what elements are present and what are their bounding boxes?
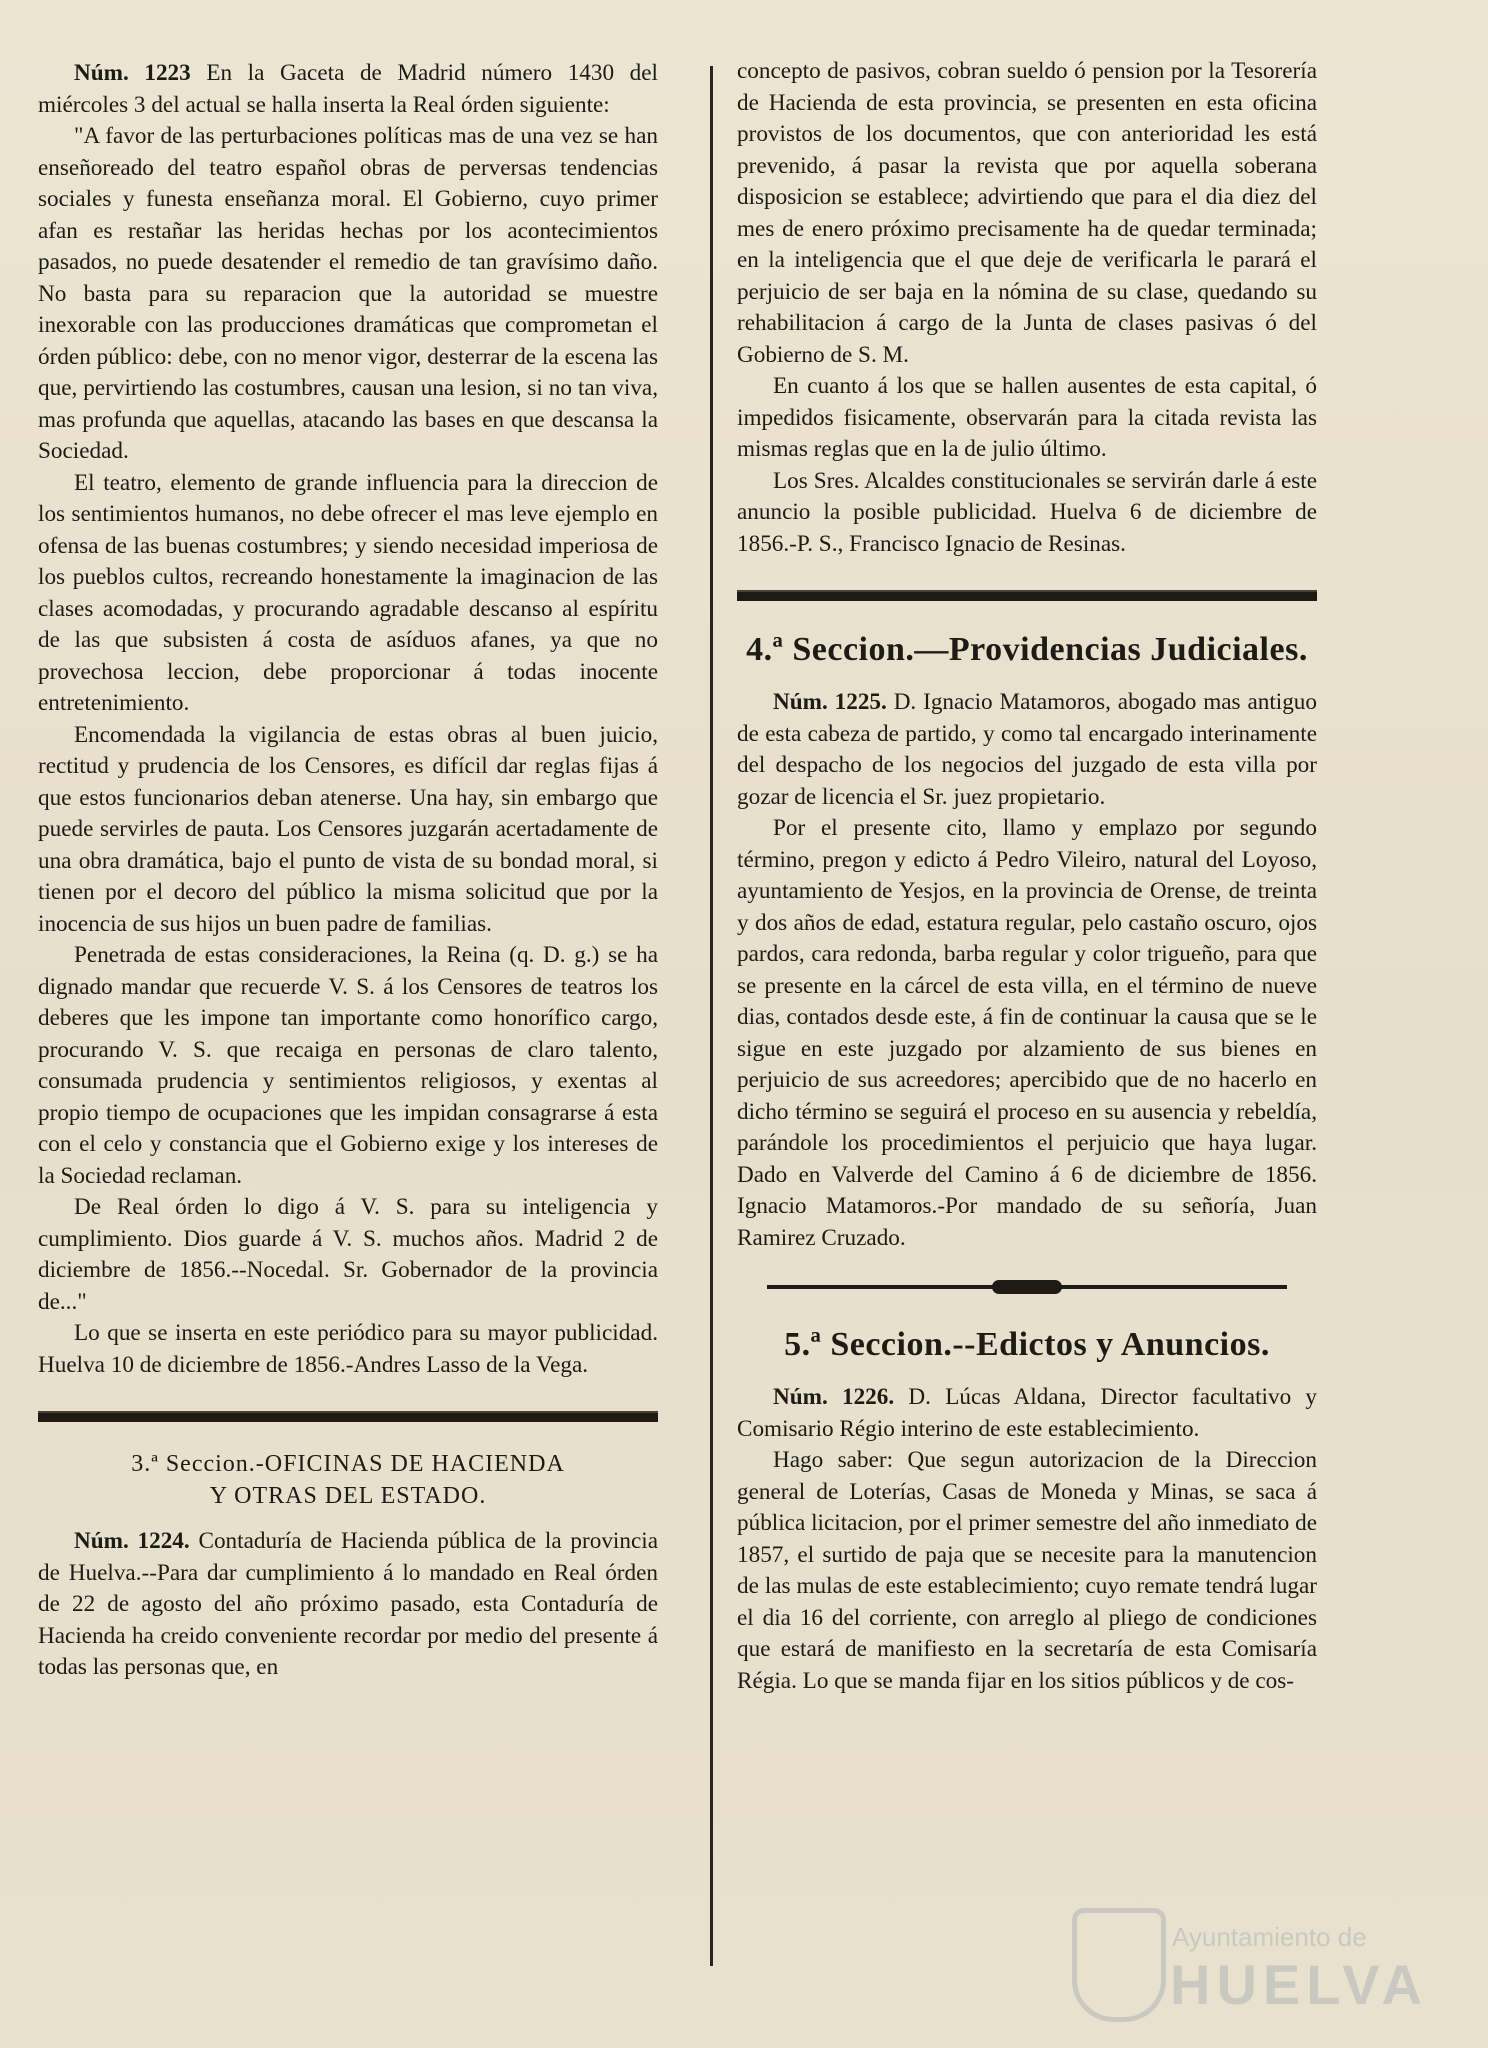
- notice-1226-paragraph: Hago saber: Que segun autorizacion de la Direccion general de Loterías, Casas de Moneda y Minas, se saca á pública licitacion, por el primer semestre del año inmediato de 1857, el surtido de paja que se necesite para la manutencion de las mulas de este establecimiento; cuyo remate tendrá lugar el dia 16 del corriente, con arreglo al pliego de condiciones que estará de manifiesto en la secretaría de esta Comisaría Régia. Lo que se manda fijar en los sitios públicos y de cos-: [737, 1447, 1317, 1694]
- notice-1225-intro: [737, 687, 1317, 813]
- notice-1225-paragraph: Por el presente cito, llamo y emplazo por segundo término, pregon y edicto á Pedro Vileiro, natural del Loyoso, ayuntamiento de Yesjos, en la provincia de Orense, de treinta y dos años de edad, estatura regular, pelo castaño oscuro, ojos pardos, cara redonda, barba regular y color trigueño, para que se presente en la cárcel de esta villa, en el término de nueve dias, contados desde este, á fin de continuar la causa que se le sigue en este juzgado por alzamiento de sus bienes en perjuicio de sus acreedores; apercibido que de no hacerlo en dicho término se seguirá el proceso en su ausencia y rebeldía, parándole los procedimientos el perjuicio que haya lugar. Dado en Valverde del Camino á 6 de diciembre de 1856. Ignacio Matamoros.-Por mandado de su señoría, Juan Ramirez Cruzado.: [737, 815, 1317, 1251]
- section-divider: [38, 1411, 658, 1422]
- watermark-text-city: HUELVA: [1170, 1953, 1428, 2016]
- notice-number: Núm. 1225.: [773, 689, 887, 715]
- watermark-logo: [1072, 1908, 1428, 2018]
- notice-1225-intro-text: D. Ignacio Matamoros, abogado mas antiguo de esta cabeza de partido, y como tal encargado interinamente del despacho de los negocios del juzgado de esta villa por gozar de licencia el Sr. juez propietario.: [737, 689, 1317, 810]
- shield-icon: [1072, 1908, 1166, 2022]
- notice-1226-intro: [737, 1382, 1317, 1445]
- column-divider: [710, 66, 713, 1966]
- notice-1224-signature: Los Sres. Alcaldes constitucionales se servirán darle á este anuncio la posible publicidad. Huelva 6 de diciembre de 1856.-P. S., Francisco Ignacio de Resinas.: [737, 467, 1317, 557]
- notice-1223-paragraph: De Real órden lo digo á V. S. para su inteligencia y cumplimiento. Dios guarde á V. S. muchos años. Madrid 2 de diciembre de 1856.--Nocedal. Sr. Gobernador de la provincia de...": [38, 1194, 658, 1315]
- notice-1223-paragraph: Encomendada la vigilancia de estas obras al buen juicio, rectitud y prudencia de los Censores, es difícil dar reglas fijas á que estos funcionarios deban atenerse. Una hay, sin embargo que puede servirles de pauta. Los Censores juzgarán acertadamente de una obra dramática, bajo el punto de vista de su bondad moral, si tienen por el decoro del público la misma solicitud que por la inocencia de sus hijos un buen padre de familias.: [38, 721, 658, 937]
- section-divider: [737, 590, 1317, 601]
- section-4-heading: 4.ª Seccion.—Providencias Judiciales.: [746, 631, 1308, 668]
- notice-1223-intro: [38, 58, 658, 121]
- divider-ornament: [992, 1280, 1062, 1294]
- notice-1226-intro-text: D. Lúcas Aldana, Director facultativo y Comisario Régio interino de este establecimiento.: [737, 1384, 1318, 1442]
- notice-1223-signature: Lo que se inserta en este periódico para su mayor publicidad. Huelva 10 de diciembre de 1856.-Andres Lasso de la Vega.: [38, 1320, 658, 1378]
- ornamental-divider: [767, 1278, 1287, 1296]
- notice-1224-text: Contaduría de Hacienda pública de la provincia de Huelva.--Para dar cumplimiento á lo mandado en Real órden de 22 de agosto del año próximo pasado, esta Contaduría de Hacienda ha creido conveniente recordar por medio del presente á todas las personas que, en: [38, 1528, 658, 1680]
- notice-1223-paragraph: Penetrada de estas consideraciones, la Reina (q. D. g.) se ha dignado mandar que recuerde V. S. á los Censores de teatros los deberes que les impone tan importante como honorífico cargo, procurando V. S. que recaiga en personas de claro talento, consumada prudencia y sentimientos religiosos, y exentas al propio tiempo de ocupaciones que les impidan consagrarse á esta con el celo y constancia que el Gobierno exige y los intereses de la Sociedad reclaman.: [38, 942, 658, 1189]
- notice-number: Núm. 1226.: [773, 1384, 895, 1410]
- section-3-title-line2: Y OTRAS DEL ESTADO.: [209, 1483, 487, 1509]
- watermark-text-top: Ayuntamiento de: [1172, 1922, 1367, 1952]
- notice-1224-continued: concepto de pasivos, cobran sueldo ó pension por la Tesorería de Hacienda de esta provincia, se presenten en esta oficina provistos de los documentos, que con anterioridad les está prevenido, á pasar la revista que por aquella soberana disposicion se establece; advirtiendo que para el dia diez del mes de enero próximo precisamente ha de quedar terminada; en la inteligencia que el que deje de verificarla le parará el perjuicio de ser baja en la nómina de su clase, quedando su rehabilitacion á cargo de la Junta de clases pasivas ó del Gobierno de S. M.: [737, 58, 1317, 368]
- left-column: [38, 58, 658, 1684]
- section-3-title-line1: 3.ª Seccion.-OFICINAS DE HACIENDA: [131, 1451, 565, 1477]
- notice-1224-continued: En cuanto á los que se hallen ausentes de esta capital, ó impedidos fisicamente, observarán para la citada revista las mismas reglas que en la de julio último.: [737, 373, 1317, 462]
- notice-1223-paragraph: El teatro, elemento de grande influencia para la direccion de los sentimientos humanos, no debe ofrecer el mas leve ejemplo en ofensa de las buenas costumbres; y siendo necesidad imperiosa de los pueblos cultos, recreando honestamente la imaginacion de las clases acomodadas, y procurando agradable descanso al espíritu de las que subsisten á costa de asíduos afanes, ya que no provechosa leccion, debe proporcionar á todas inocente entretenimiento.: [38, 469, 658, 716]
- section-3-heading: [38, 1448, 658, 1512]
- right-column: [737, 56, 1317, 1697]
- notice-number: Núm. 1223: [74, 60, 191, 86]
- notice-number: Núm. 1224.: [74, 1528, 190, 1554]
- notice-intro-text: En la Gaceta de Madrid número 1430 del miércoles 3 del actual se halla inserta la Real órden siguiente:: [38, 60, 658, 118]
- notice-1223-paragraph: "A favor de las perturbaciones políticas mas de una vez se han enseñoreado del teatro español obras de perversas tendencias sociales y funesta enseñanza moral. El Gobierno, cuyo primer afan es restañar las heridas hechas por los acontecimientos pasados, no puede desatender el remedio de tan gravísimo daño. No basta para su reparacion que la autoridad se muestre inexorable con las producciones dramáticas que comprometan el órden público: debe, con no menor vigor, desterrar de la escena las que, pervirtiendo las costumbres, causan una lesion, si no tan viva, mas profunda que aquellas, atacando las bases en que descansa la Sociedad.: [38, 123, 658, 464]
- notice-1224: [38, 1526, 658, 1684]
- section-5-heading: 5.ª Seccion.--Edictos y Anuncios.: [784, 1326, 1270, 1363]
